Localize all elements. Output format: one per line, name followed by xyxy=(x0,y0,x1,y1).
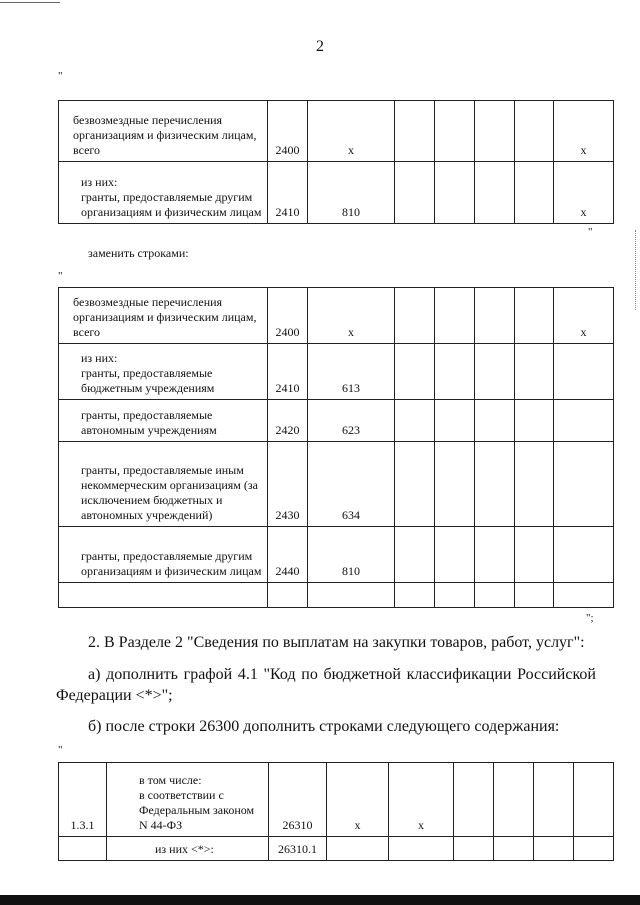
row-description: гранты, предоставляемые иным некоммерческим организациям (за исключением бюджетных и автономных учреждений) xyxy=(59,442,268,527)
table-new-rows xyxy=(58,762,614,861)
row-value: 634 xyxy=(308,442,395,527)
replace-instruction: заменить строками: xyxy=(88,246,189,260)
opening-quote-2: " xyxy=(58,270,63,282)
opening-quote-1: " xyxy=(58,70,63,82)
table-row xyxy=(59,837,614,861)
row-value: х xyxy=(327,763,389,837)
row-last: х xyxy=(554,162,614,224)
row-value: 810 xyxy=(308,527,395,583)
row-last: х xyxy=(554,101,614,162)
row-description: из них <*>: xyxy=(107,837,269,861)
table-row xyxy=(59,442,614,527)
row-description: из них: гранты, предоставляемые бюджетным учреждениям xyxy=(59,344,268,400)
row-description: безвозмездные перечисления организациям и физическим лицам, всего xyxy=(59,288,268,344)
closing-quote-1: " xyxy=(588,226,593,238)
page-number: 2 xyxy=(316,38,324,55)
row-number: 1.3.1 xyxy=(59,763,107,837)
row-value: 810 xyxy=(308,162,395,224)
table-row xyxy=(59,344,614,400)
paragraph-item-b: б) после строки 26300 дополнить строками следующего содержания: xyxy=(88,718,560,735)
row-code: 26310 xyxy=(269,763,327,837)
row-description: в том числе: в соответствии с Федеральным законом N 44-ФЗ xyxy=(107,763,269,837)
closing-quote-2: "; xyxy=(586,612,594,624)
scan-edge-marks xyxy=(635,230,639,310)
table-row xyxy=(59,288,614,344)
table-row xyxy=(59,763,614,837)
row-description: безвозмездные перечисления организациям и физическим лицам, всего xyxy=(59,101,268,162)
paragraph-item-a: а) дополнить графой 4.1 "Код по бюджетной классификации Российской Федерации <*>"; xyxy=(56,666,596,704)
row-code: 2400 xyxy=(268,101,308,162)
table-row xyxy=(59,527,614,583)
scan-bottom-edge xyxy=(0,895,640,905)
table-original-rows xyxy=(58,100,614,224)
table-row xyxy=(59,101,614,162)
table-row xyxy=(59,162,614,224)
row-code: 2410 xyxy=(268,162,308,224)
row-code: 2430 xyxy=(268,442,308,527)
row-value: 613 xyxy=(308,344,395,400)
row-code: 2440 xyxy=(268,527,308,583)
row-code: 2410 xyxy=(268,344,308,400)
table-replacement-rows xyxy=(58,287,614,608)
row-description: гранты, предоставляемые автономным учреждениям xyxy=(59,400,268,442)
row-value: х xyxy=(308,288,395,344)
paragraph-section-2: 2. В Разделе 2 "Сведения по выплатам на закупки товаров, работ, услуг": xyxy=(88,634,585,651)
table-row xyxy=(59,583,614,608)
table-row xyxy=(59,400,614,442)
header-rule xyxy=(0,2,60,3)
row-value: х xyxy=(308,101,395,162)
row-description: из них: гранты, предоставляемые другим организациям и физическим лицам xyxy=(59,162,268,224)
row-description: гранты, предоставляемые другим организациям и физическим лицам xyxy=(59,527,268,583)
row-code: 2420 xyxy=(268,400,308,442)
row-code: 26310.1 xyxy=(269,837,327,861)
row-value-2: х xyxy=(389,763,454,837)
row-last: х xyxy=(554,288,614,344)
row-value: 623 xyxy=(308,400,395,442)
row-code: 2400 xyxy=(268,288,308,344)
opening-quote-3: " xyxy=(58,744,63,756)
